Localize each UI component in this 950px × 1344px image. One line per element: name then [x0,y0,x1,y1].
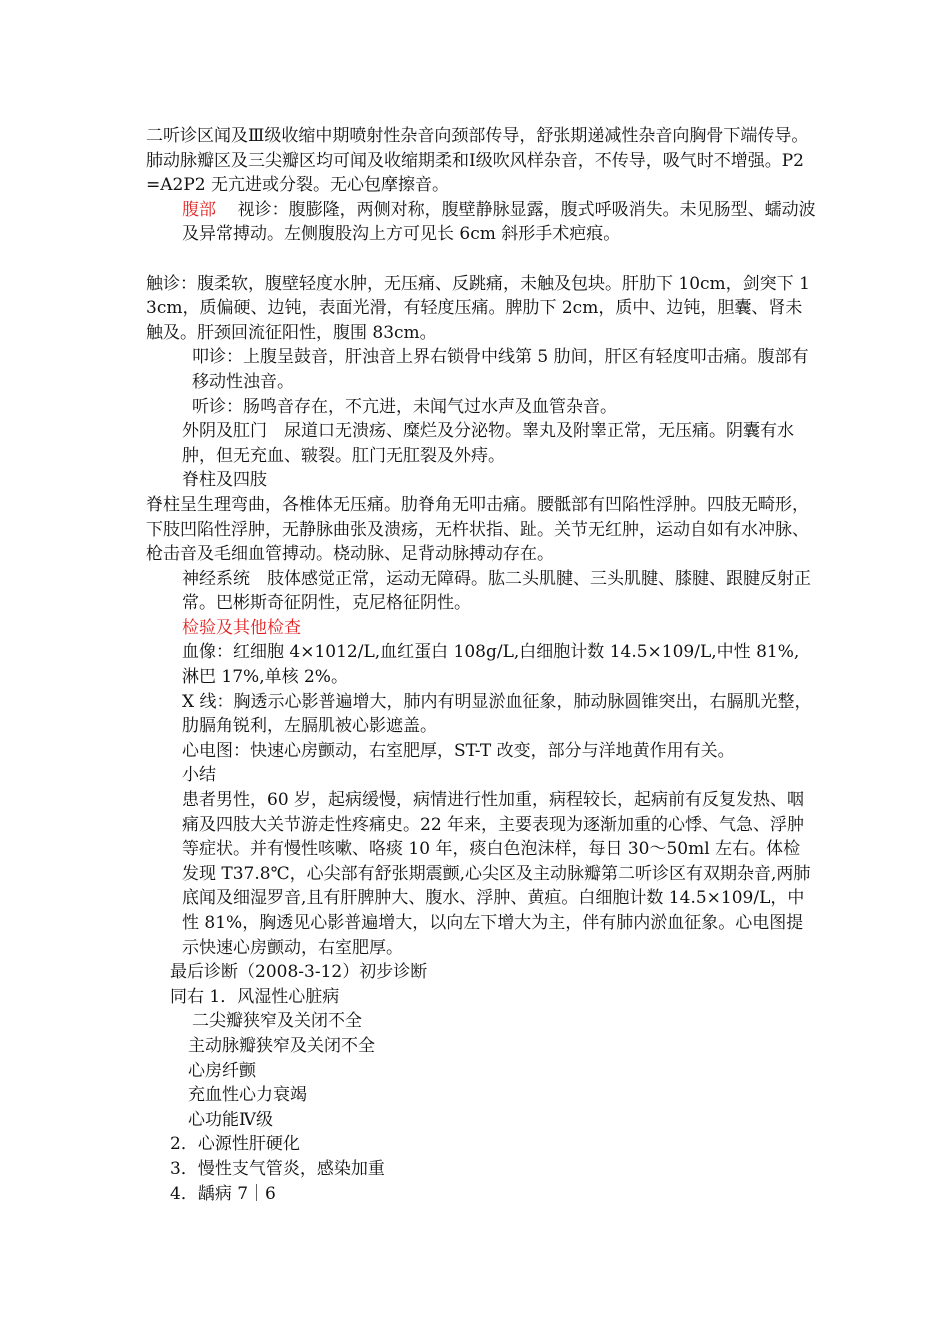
spine-paragraph: 脊柱呈生理弯曲，各椎体无压痛。肋脊角无叩击痛。腰骶部有凹陷性浮肿。四肢无畸形，下肢凹陷性浮肿，无静脉曲张及溃疡，无杵状指、趾。关节无红肿，运动自如有水冲脉、枪击音及毛细血管搏动。桡动脉、足背动脉搏动存在。 [146,494,809,565]
summary-heading: 小结 [182,765,216,786]
diagnosis-subitem: 心功能Ⅳ级 [188,1109,273,1130]
ecg-paragraph: 心电图：快速心房颤动，右室肥厚，ST-T 改变，部分与洋地黄作用有关。 [182,740,735,761]
diagnosis-item-3: 3．慢性支气管炎，感染加重 [170,1158,385,1179]
xray-paragraph: X 线：胸透示心影普遍增大，肺内有明显淤血征象，肺动脉圆锥突出，右膈肌光整，肋膈角锐利，左膈肌被心影遮盖。 [182,691,812,737]
cardiac-auscultation-paragraph: 二听诊区闻及Ⅲ级收缩中期喷射性杂音向颈部传导，舒张期递减性杂音向胸骨下端传导。肺动脉瓣区及三尖瓣区均可闻及收缩期柔和Ⅰ级吹风样杂音，不传导，吸气时不增强。P2=A2P2 无亢进或分裂。无心包摩擦音。 [146,126,809,196]
abdomen-inspection-text: 视诊：腹膨隆，两侧对称，腹壁静脉显露，腹式呼吸消失。未见肠型、蠕动波及异常搏动。左侧腹股沟上方可见长 6cm 斜形手术疤痕。 [182,199,816,245]
palpation-paragraph: 触诊：腹柔软，腹壁轻度水肿，无压痛、反跳痛，未触及包块。肝肋下 10cm，剑突下 13cm，质偏硬、边钝，表面光滑，有轻度压痛。脾肋下 2cm，质中、边钝，胆囊、肾未触及。肝颈回流征阳性，腹围 83cm。 [146,273,810,343]
summary-paragraph: 患者男性，60 岁，起病缓慢，病情进行性加重，病程较长，起病前有反复发热、咽痛及四肢大关节游走性疼痛史。22 年来，主要表现为逐渐加重的心悸、气急、浮肿等症状。并有慢性咳嗽、咯痰 10 年，痰白色泡沫样，每日 30～50ml 左右。体检发现 T37.8℃，心尖部有舒张期震颤,心尖区及主动脉瓣第二听诊区有双期杂音,两肺底闻及细湿罗音,且有肝脾肿大、腹水、浮肿、黄疸。白细胞计数 14.5×109/L，中性 81%，胸透见心影普遍增大，以向左下增大为主，伴有肺内淤血征象。心电图提示快速心房颤动，右室肥厚。 [182,790,811,958]
diagnosis-item-4: 4．龋病 7｜6 [170,1183,276,1204]
lab-heading: 检验及其他检查 [182,617,301,638]
final-diagnosis-line: 最后诊断（2008-3-12）初步诊断 [170,962,428,983]
diagnosis-item-1: 同右 1．风湿性心脏病 [170,986,340,1007]
spine-heading: 脊柱及四肢 [182,470,267,491]
diagnosis-item-2: 2．心源性肝硬化 [170,1134,300,1155]
blood-paragraph: 血像：红细胞 4×1012/L,血红蛋白 108g/L,白细胞计数 14.5×109/L,中性 81%,淋巴 17%,单核 2%。 [182,642,800,688]
abdomen-paragraph [146,198,816,247]
percussion-paragraph: 叩诊：上腹呈鼓音，肝浊音上界右锁骨中线第 5 肋间，肝区有轻度叩击痛。腹部有移动性浊音。 [192,347,809,392]
document-body [146,124,816,1206]
neuro-paragraph: 神经系统 肢体感觉正常，运动无障碍。肱二头肌腱、三头肌腱、膝腱、跟腱反射正常。巴彬斯奇征阴性，克尼格征阴性。 [182,568,811,614]
genitalia-paragraph: 外阴及肛门 尿道口无溃疡、糜烂及分泌物。睾丸及附睾正常，无压痛。阴囊有水肿，但无充血、皲裂。肛门无肛裂及外痔。 [182,421,794,466]
diagnosis-subitem: 主动脉瓣狭窄及关闭不全 [188,1035,375,1056]
auscultation-paragraph: 听诊：肠鸣音存在，不亢进，未闻气过水声及血管杂音。 [192,396,617,417]
diagnosis-subitem: 充血性心力衰竭 [188,1085,307,1106]
diagnosis-subitem: 二尖瓣狭窄及关闭不全 [192,1011,362,1032]
abdomen-heading: 腹部 [182,199,216,220]
blank-line [146,247,816,272]
diagnosis-subitem: 心房纤颤 [188,1060,256,1081]
